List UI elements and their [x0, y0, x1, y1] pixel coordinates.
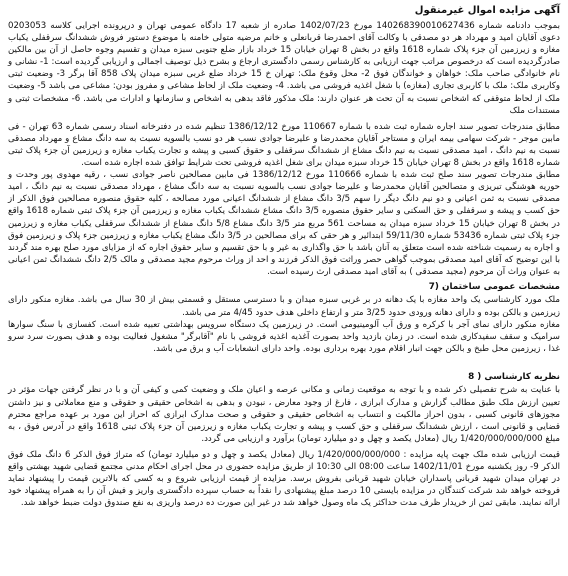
building-detail-paragraph: مغازه منکور دارای نمای آجر با کرکره و ورق آب آلومینیومی است. در زیرزمین یک دستگاه سرویس بهداشتی تعبیه شده است. کفسازی با سنگ سوارها سرامیک و سقف سفیدکاری شده است. در زمان بازدید واحد بصورت آغذیه اغذیه فروشی با نام "آقابرگر" مشغول فعالیت بوده و هدف بصورت سرد سرو غذا ، زیرزمین محل طبخ و بالکن جهت انبار اقلام مورد بهره برداری بوده. واحد دارای انشعابات آب و برق می باشد.: [8, 319, 560, 354]
building-spec-paragraph: ملک مورد کارشناسی یک واحد مغازه با یک دهانه در بر غربی سبزه میدان و با دسترسی مستقل و قسمتی بیش از 30 سال می باشد. مغازه منکور دارای زیرزمین و بالکن بوده و دارای دهانه ورودی حدود 3/25 متر و ارتفاع داخلی هدف حدود 4/45 متر می باشد.: [8, 295, 560, 318]
lease-document-paragraph: مطابق مندرجات تصویر سند اجاره شماره ثبت شده با شماره 110667 مورخ 1386/12/12 تنظیم شده در دفترخانه اسناد رسمی شماره 63 تهران - فی مابین موجر - شرکت سهامی بیمه ایران و مستاجر آقایان محمدرضا و علیرضا جوادی نسب هر دو نسب بالسویه نسبت به سه دانگ مشاع و مهرداد مصدقی نسبت به نیم دانگ ، امید مصدقی نسبت به نیم دانگ مشاع از ششدانگ سرقفلی و حقوق کسبی و پیشه و تجارت یکباب مغازه و زیرزمین آن جزء پلاک ثبتی شماره 1618 واقع در بخش 8 تهران خیابان 15 خرداد سبزه میدان برای شغل اغذیه فروشی تحت شرایط توافق شده اجاره شده است.: [8, 121, 560, 169]
building-spec-heading: مشخصات عمومی ساختمان (7: [428, 281, 560, 292]
auction-terms-paragraph: قیمت ارزیابی شده ملک جهت پایه مزایده : 1/420/000/000/000 ریال (معادل یکصد و چهل و دو میلیارد تومان) که متراژ فوق الذکر 6 دانگ ملک فوق الذکر 9- روز یکشنبه مورخ 1402/11/01 ساعت 08:00 الی 10:30 از طریق مزایده حضوری در محل اجرای احکام مدنی مجتمع قضایی شهید بهشتی واقع در تهران میدان شهید قربانی پاسداران خیابان شهید قربانی بفروش برسد. مزایده از قیمت ارزیابی شروع و به کسی که بالاترین قیمت را پیشنهاد نماید فروخته خواهد شد شرکت کنندگان در مزایده بایستی 10 درصد مبلغ پیشنهادی را نقداً به حساب سپرده دادگستری واریز و فیش آن را به همراه پیشنهاد خود ارائه نمایند. مابقی ثمن از خریدار ظرف مدت حداکثر یک ماه وصول خواهد شد در غیر این صورت ده درصد واریزی به نفع صندوق دولت ضبط خواهد شد.: [8, 449, 561, 509]
expert-opinion-paragraph: با عنایت به شرح تفصیلی ذکر شده و با توجه به موقعیت زمانی و مکانی عرصه و اعیان ملک و وضعیت کمی و کیفی آن و با در نظر گرفتن جهات مؤثر در تعیین ارزش ملک طبق مطالب گزارش و مدارک ابرازی ، فارغ از وجود معارض ، نبودن و بدهی به اشخاص حقیقی و حقوقی و منع معاملاتی و نیز داشتن مجوزهای قانونی کسبی ، بدون احراز مالکیت و انتساب به اشخاص حقیقی و حقوقی و صحت مدارک ابرازی که احراز این مورد بر عهده مراجع محترم قضایی و قانونی است ، ارزش ششدانگ سرقفلی و حق کسب و پیشه و تجارت یکباب مغازه و زیرزمین آن جزء پلاک ثبتی 1618 واقع در آدرس فوق ، به مبلغ 1/420/000/000/000 ریال (معادل یکصد و چهل و دو میلیارد تومان) برآورد و ارزیابی می گردد.: [8, 385, 560, 444]
expert-opinion-heading: نظریه کارشناسی ( 8: [468, 371, 560, 382]
intro-paragraph: بموجب دادنامه شماره 140268390010627436 مورخ 1402/07/23 صادره از شعبه 17 دادگاه عمومی تهران و درپرونده اجرایی کلاسه 0203053 دعوی آقایان امید و مهرداد هر دو مصدقی با وکالت آقای احمدرضا قربانعلی و خانم مرضیه متولی خامنه با موضوع دستور فروش ششدانگ سرقفلی یکباب مغازه و زیرزمین آن جزء پلاک شماره 1618 واقع در بخش 8 تهران خیابان 15 خرداد بازار ضلع جنوبی سبزه میدان و تقسیم وجوه حاصل از آن بین مالکین صادرگردیده است که درخصوص مراتب جهت ارزیابی به کارشناس رسمی دادگستری ارجاع و بشرح ذیل توصیف اجمالی و ارزیابی گردیده است: 1- نشانی و نام خانوادگی صاحب ملک: خواهان و خواندگان فوق 2- محل وقوع ملک: تهران خ 15 خرداد ضلع غربی سبزه میدان پلاک 858 آقا برگر 3- وضعیت ثبتی وکاربری ملک: ملک با کاربری تجاری (مغازه) با شغل اغذیه فروشی می باشد. 4- وضعیت ملک از لحاظ مشاعی و مفروز بودن: مشاعی می باشد 5- وضعیت ملک از لحاظ متوقفی که اشخاص نسبت به آن تحت هر عنوان دارند: ملک مذکور فاقد بدهی به اشخاص و سازمانها و ادارات می باشد. 6- مشخصات ثبتی و مستندات ملک: [8, 21, 560, 116]
settlement-document-paragraph: مطابق مندرجات تصویر سند صلح ثبت شده با شماره 110666 مورخ 1386/12/12 فی مابین مصالحین ناصر جوادی نسب ، رقیه مهدوی پور وحدت و حوریه هوشنگی تبریزی و متصالحین آقایان محمدرضا و علیرضا جوادی نسب بالسویه نسبت به سه دانگ مشاع ، مهرداد مصدقی نسبت به نیم دانگ ، امید مصدقی نسبت به ثمن اعیانی و دو نیم دانگ دیگر را سهم 3/5 دانگ مشاع از ششدانگ اعیانی مورد مصالحه ، کلیه حقوق منصوره مصالحین فوق الذکر از حق کسب و پیشه و سرقفلی و حق السکنی و سایر حقوق منصوره 3/5 دانگ مشاع ششدانگ یکباب مغازه و زیرزمین آن جزء پلاک ثبتی شماره 1618 واقع در بخش 8 تهران خیابان 15 خرداد سبزه میدان به مساحت 561 مربع متر 3/5 دانگ مشاع 5/8 دانگ مشاع از ششدانگ سرقفلی یکباب مغازه و زیرزمین جزء پلاک ثبتی شماره 53436 شماره 59/11/30 ابتدائیر و هر حقی که برای مصالحین در 3/5 دانگ مشاع یکباب مغازه و زیرزمین جزء پلاک و زیرزمین فوق و اجاره به رسمیت شناخته شده است متعلق به آنان باشد با حق واگذاری به غیر و با حق تقسیم و سایر حقوق اجاره که از مزایای مورد صلح بهره مند گردند با این توضیح که آقای امید مصدقی بموجب گواهی حصر وراثت فوق الذکر فرزند و احد از وراث مرحوم مجید مصدقی و مالک 2/5 دانگ ششدانگ ثمن اعیانی به عنوان وراث آن مرحوم (مجید مصدقی ) به آقای امید مصدقی ارث رسیده است.: [8, 170, 561, 277]
notice-title: آگهی مزایده اموال غیرمنقول: [414, 5, 560, 16]
